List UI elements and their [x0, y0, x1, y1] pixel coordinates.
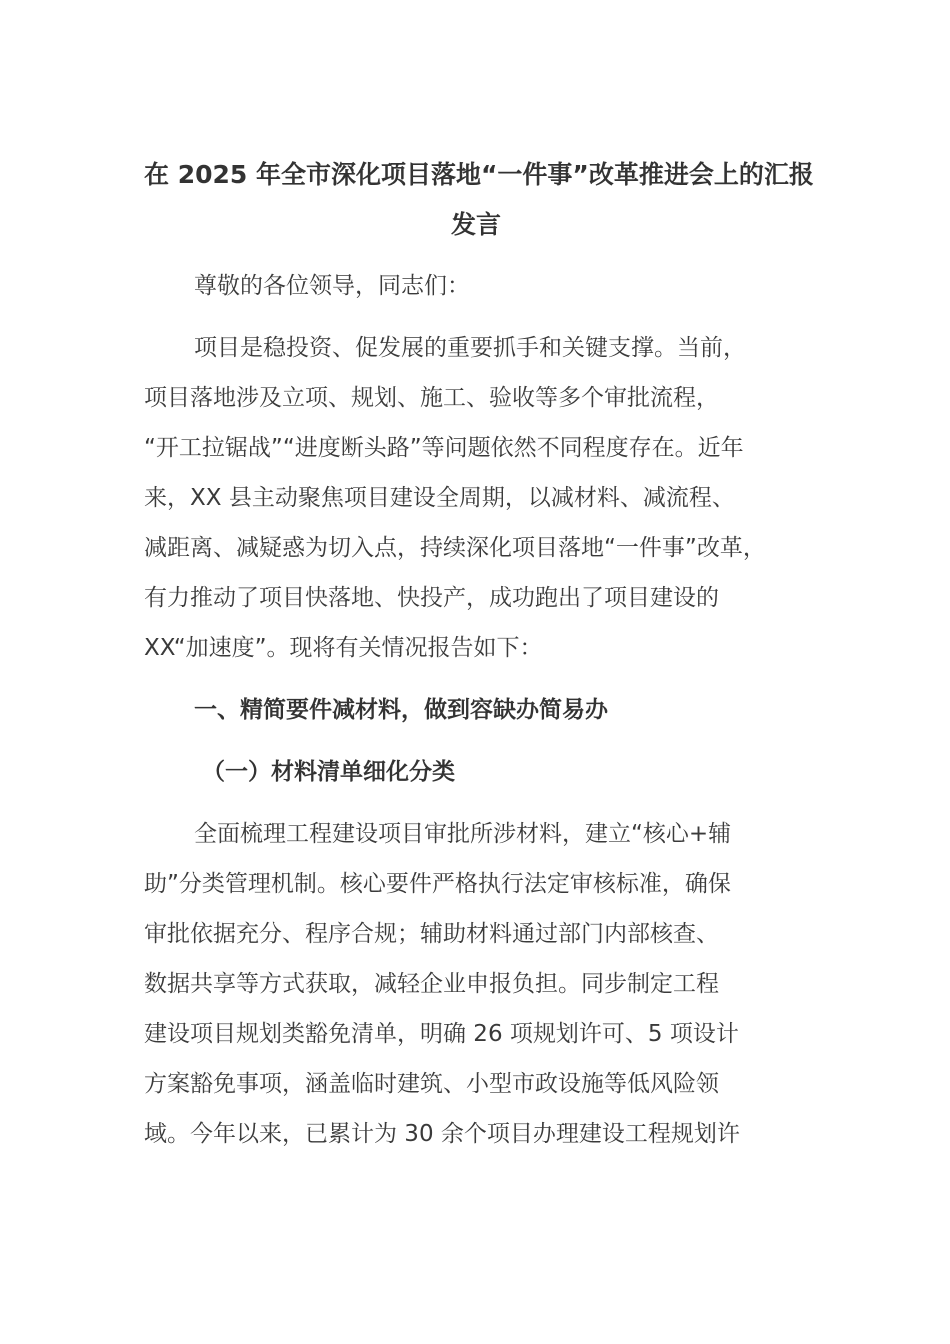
paragraph-line: 项目是稳投资、促发展的重要抓手和关键支撑。当前，: [194, 335, 746, 361]
greeting: 尊敬的各位领导，同志们：: [194, 273, 470, 299]
paragraph-line: 有力推动了项目快落地、快投产，成功跑出了项目建设的: [144, 585, 719, 611]
section-heading: 一、精简要件减材料，做到容缺办简易办: [194, 697, 608, 723]
paragraph-line: 项目落地涉及立项、规划、施工、验收等多个审批流程，: [144, 385, 719, 411]
subsection-heading: （一）材料清单细化分类: [202, 759, 455, 785]
paragraph-line: 助”分类管理机制。核心要件严格执行法定审核标准，确保: [144, 871, 731, 897]
paragraph-materials: [144, 809, 808, 1159]
paragraph-line: 来，XX 县主动聚焦项目建设全周期，以减材料、减流程、: [144, 485, 735, 511]
paragraph-line: 方案豁免事项，涵盖临时建筑、小型市政设施等低风险领: [144, 1071, 719, 1097]
title-line: 在 2025 年全市深化项目落地“一件事”改革推进会上的汇报: [144, 160, 814, 189]
paragraph-line: 全面梳理工程建设项目审批所涉材料，建立“核心+辅: [194, 821, 732, 847]
paragraph-line: “开工拉锯战”“进度断头路”等问题依然不同程度存在。近年: [144, 435, 744, 461]
paragraph-line: 减距离、减疑惑为切入点，持续深化项目落地“一件事”改革，: [144, 535, 766, 561]
paragraph-intro: [144, 323, 808, 673]
document-page: [144, 150, 814, 1159]
paragraph-line: 数据共享等方式获取，减轻企业申报负担。同步制定工程: [144, 971, 719, 997]
document-title: [144, 150, 814, 250]
paragraph-line: 建设项目规划类豁免清单，明确 26 项规划许可、5 项设计: [144, 1021, 739, 1047]
paragraph-line: 域。今年以来，已累计为 30 余个项目办理建设工程规划许: [144, 1121, 740, 1147]
paragraph-line: XX“加速度”。现将有关情况报告如下：: [144, 635, 543, 661]
paragraph-line: 审批依据充分、程序合规；辅助材料通过部门内部核查、: [144, 921, 719, 947]
title-line: 发言: [450, 210, 501, 239]
